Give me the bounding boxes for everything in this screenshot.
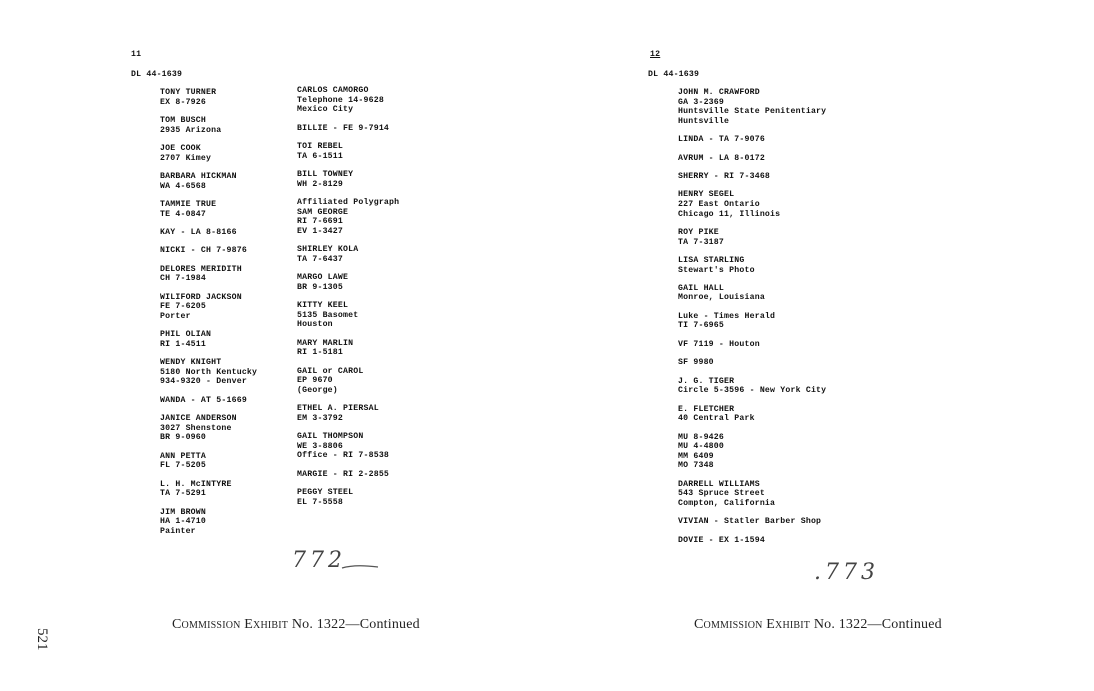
contact-line: PEGGY STEEL: [297, 488, 354, 498]
left-caption: [172, 617, 420, 633]
contact-line: JOE COOK: [160, 143, 201, 153]
contact-line: EL 7-5558: [297, 497, 344, 507]
contact-entry: [297, 86, 399, 115]
contact-line: E. FLETCHER: [678, 404, 735, 414]
contact-line: PHIL OLIAN: [160, 330, 212, 340]
contact-line: Office - RI 7-8538: [297, 451, 390, 461]
contact-line: CARLOS CAMORGO: [297, 86, 369, 95]
contact-line: LISA STARLING: [678, 255, 745, 265]
right-file-number: DL 44-1639: [648, 70, 700, 79]
contact-line: GAIL THOMPSON: [297, 432, 364, 442]
contact-line: TAMMIE TRUE: [160, 199, 217, 209]
contact-line: HA 1-4710: [160, 517, 207, 527]
contact-entry: [678, 228, 826, 247]
contact-entry: [160, 396, 257, 406]
contact-entry: [678, 154, 826, 164]
contact-line: BILLIE - FE 9-7914: [297, 123, 390, 133]
contact-entry: [297, 198, 399, 236]
contact-line: EX 8-7926: [160, 97, 207, 107]
contact-line: BR 9-1305: [297, 282, 344, 292]
contact-entry: [160, 88, 257, 107]
contact-line: FL 7-5205: [160, 461, 207, 471]
contact-line: Huntsville: [678, 116, 730, 126]
contact-entry: [160, 265, 257, 284]
contact-line: 40 Central Park: [678, 414, 755, 424]
contact-line: GA 3-2369: [678, 97, 725, 107]
contact-line: BARBARA HICKMAN: [160, 171, 237, 181]
right-page-number: 12: [650, 50, 661, 59]
contact-entry: [160, 144, 257, 163]
contact-line: VIVIAN - Statler Barber Shop: [678, 517, 822, 527]
contact-line: Painter: [160, 526, 196, 536]
contact-line: MU 4-4800: [678, 442, 725, 452]
contact-entry: [678, 377, 826, 396]
contact-line: TONY TURNER: [160, 88, 217, 97]
contact-entry: [297, 432, 399, 461]
contact-entry: [297, 339, 399, 358]
contact-line: Huntsville State Penitentiary: [678, 107, 827, 117]
left-column-1: [160, 88, 257, 545]
contact-line: 5180 North Kentucky: [160, 367, 258, 377]
contact-line: SF 9980: [678, 358, 714, 368]
contact-line: 543 Spruce Street: [678, 489, 765, 499]
contact-line: Affiliated Polygraph: [297, 197, 400, 207]
contact-line: MARY MARLIN: [297, 338, 354, 348]
contact-entry: [160, 228, 257, 238]
contact-entry: [678, 172, 826, 182]
contact-entry: [160, 246, 257, 256]
contact-line: RI 7-6691: [297, 217, 344, 227]
contact-entry: [160, 172, 257, 191]
contact-line: JIM BROWN: [160, 507, 207, 517]
contact-entry: [160, 452, 257, 471]
contact-entry: [160, 330, 257, 349]
contact-entry: [297, 170, 399, 189]
left-caption-prefix: Commission Exhibit: [172, 617, 289, 632]
contact-line: MARGO LAWE: [297, 273, 349, 283]
contact-entry: [678, 190, 826, 219]
contact-line: Stewart's Photo: [678, 265, 755, 275]
contact-line: FE 7-6205: [160, 302, 207, 312]
contact-line: Mexico City: [297, 105, 354, 115]
contact-line: TA 7-3187: [678, 237, 725, 247]
contact-entry: [678, 256, 826, 275]
left-column-2: [297, 86, 399, 516]
contact-line: Houston: [297, 320, 333, 330]
contact-entry: [297, 142, 399, 161]
contact-line: (George): [297, 385, 338, 395]
contact-line: BILL TOWNEY: [297, 169, 354, 179]
contact-line: MARGIE - RI 2-2855: [297, 469, 390, 479]
left-caption-rest: No. 1322—Continued: [291, 617, 420, 632]
contact-line: DOVIE - EX 1-1594: [678, 535, 765, 545]
contact-line: MM 6409: [678, 451, 714, 461]
contact-entry: [678, 88, 826, 126]
contact-line: TA 7-6437: [297, 254, 344, 264]
contact-entry: [297, 245, 399, 264]
contact-line: NICKI - CH 7-9876: [160, 246, 247, 256]
right-caption-prefix: Commission Exhibit: [694, 617, 811, 632]
contact-entry: [297, 301, 399, 330]
contact-entry: [160, 116, 257, 135]
contact-line: SAM GEORGE: [297, 207, 349, 217]
contact-line: SHIRLEY KOLA: [297, 245, 359, 255]
contact-line: WH 2-8129: [297, 179, 344, 189]
contact-line: 934-9320 - Denver: [160, 377, 247, 387]
contact-line: Luke - Times Herald: [678, 311, 776, 321]
contact-line: 5135 Basomet: [297, 310, 359, 320]
left-file-number: DL 44-1639: [131, 70, 183, 79]
right-caption: [694, 617, 942, 633]
contact-line: LINDA - TA 7-9076: [678, 135, 765, 145]
right-handwritten-number: .773: [814, 560, 879, 585]
left-page-number: 11: [131, 50, 142, 59]
contact-line: KAY - LA 8-8166: [160, 227, 237, 237]
contact-line: Circle 5-3596 - New York City: [678, 386, 827, 396]
contact-line: Chicago 11, Illinois: [678, 209, 781, 219]
contact-entry: [678, 517, 826, 527]
contact-line: SHERRY - RI 7-3468: [678, 171, 771, 181]
contact-entry: [160, 293, 257, 322]
contact-line: GAIL HALL: [678, 283, 725, 293]
contact-entry: [297, 273, 399, 292]
contact-line: TE 4-0847: [160, 209, 207, 219]
contact-line: KITTY KEEL: [297, 301, 349, 311]
contact-entry: [678, 405, 826, 424]
contact-line: HENRY SEGEL: [678, 190, 735, 200]
contact-line: Monroe, Louisiana: [678, 293, 765, 303]
contact-line: MO 7348: [678, 461, 714, 471]
contact-line: AVRUM - LA 8-0172: [678, 153, 765, 163]
contact-line: TI 7-6965: [678, 321, 725, 331]
contact-entry: [160, 200, 257, 219]
contact-entry: [297, 404, 399, 423]
contact-entry: [678, 433, 826, 471]
contact-entry: [678, 480, 826, 509]
contact-line: TA 6-1511: [297, 151, 344, 161]
contact-line: EP 9670: [297, 376, 333, 386]
contact-line: 2935 Arizona: [160, 125, 222, 135]
contact-entry: [297, 367, 399, 396]
contact-line: CH 7-1984: [160, 274, 207, 284]
contact-entry: [678, 135, 826, 145]
contact-line: Telephone 14-9628: [297, 95, 384, 105]
contact-entry: [678, 312, 826, 331]
contact-line: DELORES MERIDITH: [160, 264, 242, 274]
contact-line: 2707 Kimey: [160, 153, 212, 163]
contact-line: Porter: [160, 311, 191, 321]
contact-line: GAIL or CAROL: [297, 366, 364, 376]
contact-line: JOHN M. CRAWFORD: [678, 88, 760, 97]
contact-entry: [678, 536, 826, 546]
handwritten-stroke: [340, 562, 380, 572]
contact-line: WANDA - AT 5-1669: [160, 395, 247, 405]
contact-entry: [297, 124, 399, 134]
contact-line: TOI REBEL: [297, 141, 344, 151]
contact-line: JANICE ANDERSON: [160, 414, 237, 424]
contact-line: 227 East Ontario: [678, 199, 760, 209]
contact-line: Compton, California: [678, 498, 776, 508]
contact-entry: [297, 470, 399, 480]
contact-line: TA 7-5291: [160, 489, 207, 499]
contact-entry: [160, 508, 257, 537]
contact-line: ETHEL A. PIERSAL: [297, 404, 379, 414]
contact-entry: [160, 480, 257, 499]
contact-line: L. H. McINTYRE: [160, 479, 232, 489]
contact-line: MU 8-9426: [678, 432, 725, 442]
contact-line: 3027 Shenstone: [160, 423, 232, 433]
contact-line: RI 1-4511: [160, 339, 207, 349]
contact-line: WA 4-6568: [160, 181, 207, 191]
contact-line: DARRELL WILLIAMS: [678, 479, 760, 489]
contact-line: EV 1-3427: [297, 226, 344, 236]
contact-line: VF 7119 - Houton: [678, 339, 760, 349]
contact-line: WILIFORD JACKSON: [160, 292, 242, 302]
side-page-number: 521: [34, 628, 50, 651]
contact-line: ROY PIKE: [678, 227, 719, 237]
contact-entry: [678, 284, 826, 303]
contact-line: WENDY KNIGHT: [160, 358, 222, 368]
contact-line: WE 3-8806: [297, 441, 344, 451]
contact-entry: [160, 358, 257, 387]
contact-line: EM 3-3792: [297, 413, 344, 423]
contact-line: J. G. TIGER: [678, 376, 735, 386]
left-handwritten-number: 772: [292, 548, 346, 573]
contact-line: TOM BUSCH: [160, 115, 207, 125]
contact-line: ANN PETTA: [160, 451, 207, 461]
contact-line: BR 9-0960: [160, 433, 207, 443]
right-caption-rest: No. 1322—Continued: [813, 617, 942, 632]
contact-entry: [160, 414, 257, 443]
contact-entry: [297, 488, 399, 507]
right-column: [678, 88, 826, 554]
contact-entry: [678, 340, 826, 350]
contact-line: RI 1-5181: [297, 348, 344, 358]
contact-entry: [678, 358, 826, 368]
